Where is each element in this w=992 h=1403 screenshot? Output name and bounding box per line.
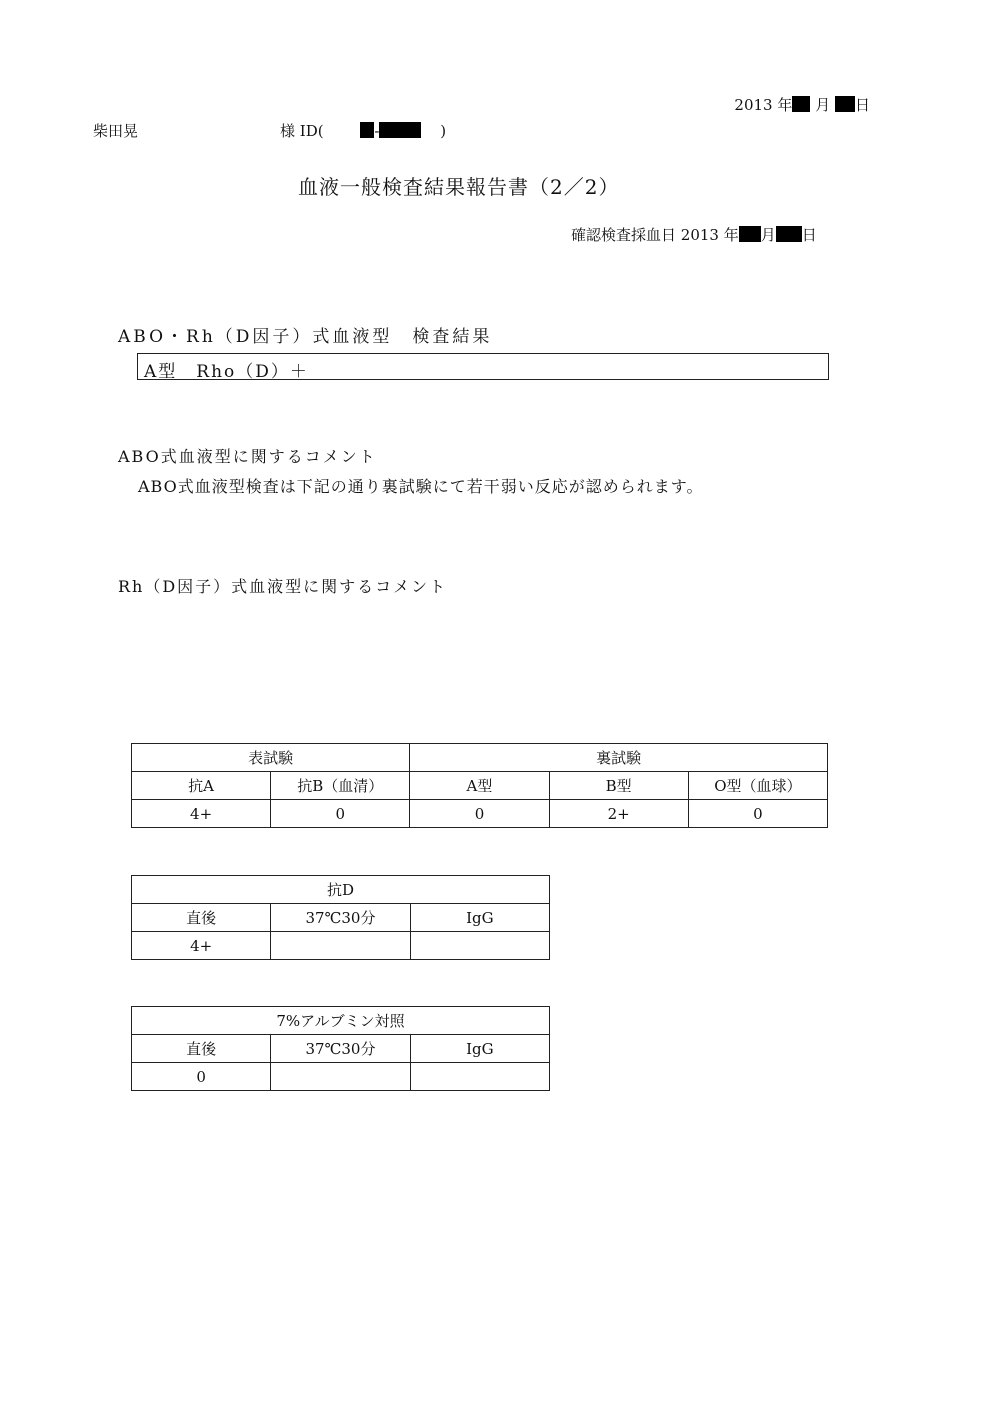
table-row xyxy=(132,904,550,932)
value-cell: 0 xyxy=(688,800,827,828)
group-front-cell: 表試験 xyxy=(132,744,410,772)
table-row xyxy=(132,1063,550,1091)
value-cell xyxy=(271,1063,410,1091)
header-cell: B型 xyxy=(549,772,688,800)
albumin-control-table xyxy=(131,1006,550,1091)
redacted-id-number xyxy=(379,122,421,138)
header-cell: 抗B（血清） xyxy=(271,772,410,800)
value-cell xyxy=(271,932,410,960)
confirm-day-suffix: 日 xyxy=(801,226,817,244)
year-suffix: 年 xyxy=(777,96,793,114)
page-title: 血液一般検査結果報告書（2／2） xyxy=(298,175,620,199)
header-cell: O型（血球） xyxy=(688,772,827,800)
patient-id xyxy=(280,120,446,141)
patient-name: 柴田晃 xyxy=(93,122,139,140)
confirm-year: 2013 xyxy=(680,226,719,244)
month-suffix: 月 xyxy=(815,96,831,114)
table-row xyxy=(132,1035,550,1063)
redacted-confirm-month xyxy=(739,226,761,242)
redacted-confirm-day xyxy=(776,226,802,242)
table-row xyxy=(132,1007,550,1035)
honorific-id-label: 様 ID( xyxy=(280,122,324,140)
value-cell: 4+ xyxy=(132,932,271,960)
header-cell: IgG xyxy=(410,1035,549,1063)
id-close: ) xyxy=(440,122,447,140)
redacted-month xyxy=(792,96,810,112)
confirm-month-suffix: 月 xyxy=(760,226,776,244)
table-row xyxy=(132,932,550,960)
header-cell: 抗A xyxy=(132,772,271,800)
header-cell: IgG xyxy=(410,904,549,932)
value-cell xyxy=(410,1063,549,1091)
report-year: 2013 xyxy=(734,96,773,114)
result-box xyxy=(137,353,829,380)
value-cell: 2+ xyxy=(549,800,688,828)
confirm-label: 確認検査採血日 xyxy=(571,226,677,244)
header-cell: 直後 xyxy=(132,904,271,932)
table-title-cell: 7%アルブミン対照 xyxy=(132,1007,550,1035)
table-title-cell: 抗D xyxy=(132,876,550,904)
redacted-id-prefix xyxy=(360,122,374,138)
confirm-year-suffix: 年 xyxy=(723,226,739,244)
header-cell: 直後 xyxy=(132,1035,271,1063)
value-cell: 0 xyxy=(132,1063,271,1091)
abo-comment-body: ABO式血液型検査は下記の通り裏試験にて若干弱い反応が認められます。 xyxy=(138,477,704,496)
day-suffix: 日 xyxy=(854,96,870,114)
anti-d-table xyxy=(131,875,550,960)
header-cell: A型 xyxy=(410,772,549,800)
confirm-date xyxy=(571,224,817,245)
result-heading: ABO・Rh（D因子）式血液型 検査結果 xyxy=(118,327,493,347)
value-cell: 0 xyxy=(410,800,549,828)
abo-comment-heading: ABO式血液型に関するコメント xyxy=(118,447,377,466)
table-row xyxy=(132,744,828,772)
table-row xyxy=(132,772,828,800)
id-dash: - xyxy=(374,122,380,140)
rh-comment-heading: Rh（D因子）式血液型に関するコメント xyxy=(118,577,448,596)
value-cell: 4+ xyxy=(132,800,271,828)
value-cell: 0 xyxy=(271,800,410,828)
result-value: A型 Rho（D）＋ xyxy=(144,362,309,382)
table-row xyxy=(132,876,550,904)
header-cell: 37℃30分 xyxy=(271,1035,410,1063)
value-cell xyxy=(410,932,549,960)
group-back-cell: 裏試験 xyxy=(410,744,828,772)
redacted-day xyxy=(835,96,855,112)
table-row xyxy=(132,800,828,828)
header-cell: 37℃30分 xyxy=(271,904,410,932)
abo-test-table xyxy=(131,743,828,828)
report-date xyxy=(734,94,870,115)
